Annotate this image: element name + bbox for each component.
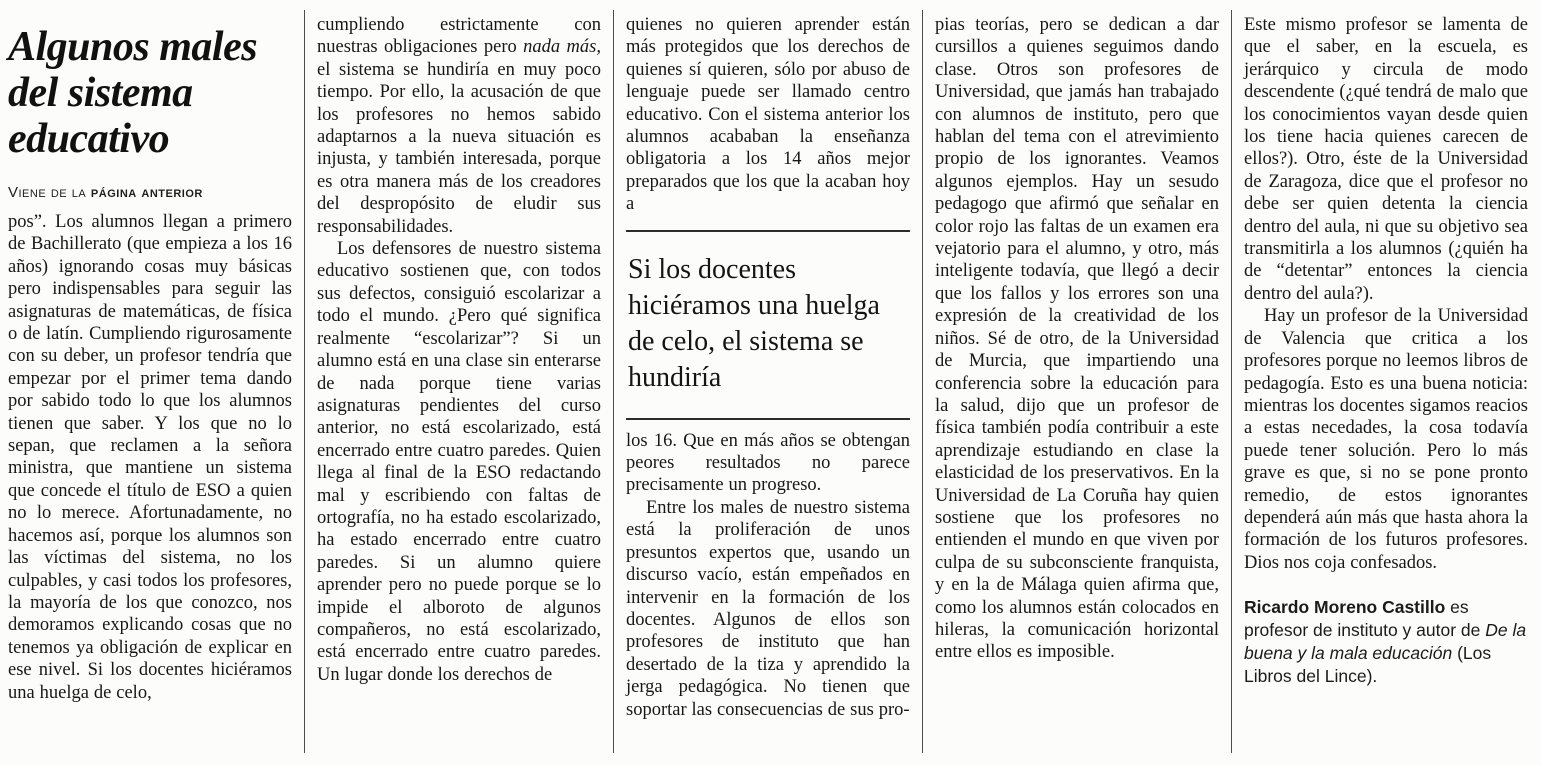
author-byline bbox=[1244, 596, 1528, 688]
kicker-prefix: Viene de la bbox=[8, 184, 91, 201]
paragraph-col3-second: Entre los males de nuestro sistema está la proliferación de unos presuntos expertos que, usando un discurso vacío, están empeñados en intervenir en la formación de los docentes. Algunos de ellos son profesores de instituto que han desertado de la tiza y aprendido la jerga pedagógica. No tienen que soportar las consecuencias de sus pro- bbox=[626, 497, 910, 720]
column-1 bbox=[6, 10, 305, 753]
paragraph-col2: Los defensores de nuestro sistema educativo sostienen que, con todos sus defectos, consiguió escolarizar a todo el mundo. ¿Pero qué significa realmente “escolarizar”? Si un alumno está en una clase sin enterarse de nada porque tiene varias asignaturas pendientes del curso anterior, no está escolarizado, está encerrado entre cuatro paredes. Quien llega al final de la ESO redactando mal y escribiendo con faltas de ortografía, no ha estado escolarizado, ha estado encerrado entre cuatro paredes. Si un alumno quiere aprender pero no puede porque se lo impide el alboroto de algunos compañeros, no está escolarizado, está encerrado entre cuatro paredes. Un lugar donde los derechos de bbox=[317, 239, 601, 685]
pull-quote-box bbox=[626, 230, 910, 420]
kicker-page-reference: página anterior bbox=[90, 184, 203, 201]
paragraph-text: cumpliendo estrictamente con nuestras obligaciones pero bbox=[317, 15, 601, 58]
continuation-kicker bbox=[8, 184, 292, 201]
author-name: Ricardo Moreno Castillo bbox=[1244, 597, 1446, 618]
emphasized-phrase: nada más, bbox=[523, 37, 601, 58]
column-3 bbox=[614, 10, 923, 753]
paragraph-col5-second: Hay un profesor de la Universidad de Valencia que critica a los profesores porque no leemos libros de pedagogía. Esto es una buena noticia: mientras los docentes sigamos reacios a estas necedades, la cosa todavía puede tener solución. Pero lo más grave es que, si no se pone pronto remedio, de estos ignorantes dependerá aún más que hasta ahora la formación de los futuros profesores. Dios nos coja confesados. bbox=[1244, 306, 1528, 573]
paragraph-col5: Este mismo profesor se lamenta de que el saber, en la escuela, es jerárquico y circula de modo descendente (¿qué tendrá de malo que los conocimientos vayan desde quien los tiene hacia quienes carecen de ellos?). Otro, éste de la Universidad de Zaragoza, dice que el profesor no debe ser quien detenta la ciencia dentro del aula, ni que su objetivo sea transmitirla a los alumnos (¿quién ha de “detentar” entonces la ciencia dentro del aula?). bbox=[1244, 15, 1528, 304]
column-2 bbox=[305, 10, 614, 753]
byline-text: es profesor de instituto y autor de bbox=[1244, 597, 1486, 641]
article-headline: Algunos males del sistema educativo bbox=[8, 24, 258, 162]
paragraph-col2-continued bbox=[317, 10, 601, 238]
column-4 bbox=[923, 10, 1232, 753]
column-5 bbox=[1232, 10, 1534, 753]
paragraph-col4: pias teorías, pero se dedican a dar cursillos a quienes seguimos dando clase. Otros son profesores de Universidad, que jamás han trabajado con alumnos de instituto, pero que hablan del tema con el atrevimiento propio de los ignorantes. Veamos algunos ejemplos. Hay un sesudo pedagogo que afirmó que señalar en color rojo las faltas de un examen era vejatorio para el alumno, y otro, más inteligente todavía, que llegó a decir que los fallos y los errores son una expresión de la creatividad de los niños. Sé de otro, de la Universidad de Murcia, que impartiendo una conferencia sobre la educación para la salud, dijo que un profesor de física también podía contribuir a este aprendizaje estudiando en clase la elasticidad de los preservativos. En la Universidad de La Coruña hay quien sostiene que los profesores no entienden el mundo en que viven por culpa de su subconsciente franquista, y en la de Málaga quien afirma que, como los alumnos están colocados en hileras, la comunicación horizontal entre ellos es imposible. bbox=[935, 15, 1219, 663]
paragraph-col3: los 16. Que en más años se obtengan peores resultados no parece precisamente un progreso. bbox=[626, 430, 910, 496]
paragraph-col3-continued: quienes no quieren aprender están más protegidos que los derechos de quienes sí quieren, sólo por abuso de lenguaje puede ser llamado centro educativo. Con el sistema anterior los alumnos acababan la enseñanza obligatoria a los 14 años mejor preparados que los que la acaban hoy a bbox=[626, 15, 910, 215]
byline-text: (Los Libros del Lince). bbox=[1244, 643, 1492, 687]
paragraph-col1: pos”. Los alumnos llegan a primero de Bachillerato (que empieza a los 16 años) ignorando cosas muy básicas pero indispensables para seguir las asignaturas de matemáticas, de física o de latín. Cumpliendo rigurosamente con su deber, un profesor tendría que empezar por el primer tema dando por sabido todo lo que los alumnos tienen que saber. Y los que no lo sepan, que reclamen a la señora ministra, que mantiene un sistema que concede el título de ESO a quien no lo merece. Afortunadamente, no hacemos así, porque los alumnos son las víctimas del sistema, no los culpables, y casi todos los profesores, la mayoría de los que conozco, nos demoramos explicando cosas que no tenemos ya obligación de explicar en ese nivel. Si los docentes hiciéramos una huelga de celo, bbox=[8, 212, 292, 703]
pull-quote-text: Si los docentes hiciéramos una huelga de celo, el sistema se hundiría bbox=[628, 253, 880, 393]
book-title: De la buena y la mala educación bbox=[1244, 620, 1527, 664]
paragraph-text: el sistema se hundiría en muy poco tiempo. Por ello, la acusación de que los profesores no hemos sabido adaptarnos a la nueva situación es injusta, y también interesada, porque es otra manera más de los creadores del despropósito de eludir sus responsabilidades. bbox=[317, 59, 601, 237]
